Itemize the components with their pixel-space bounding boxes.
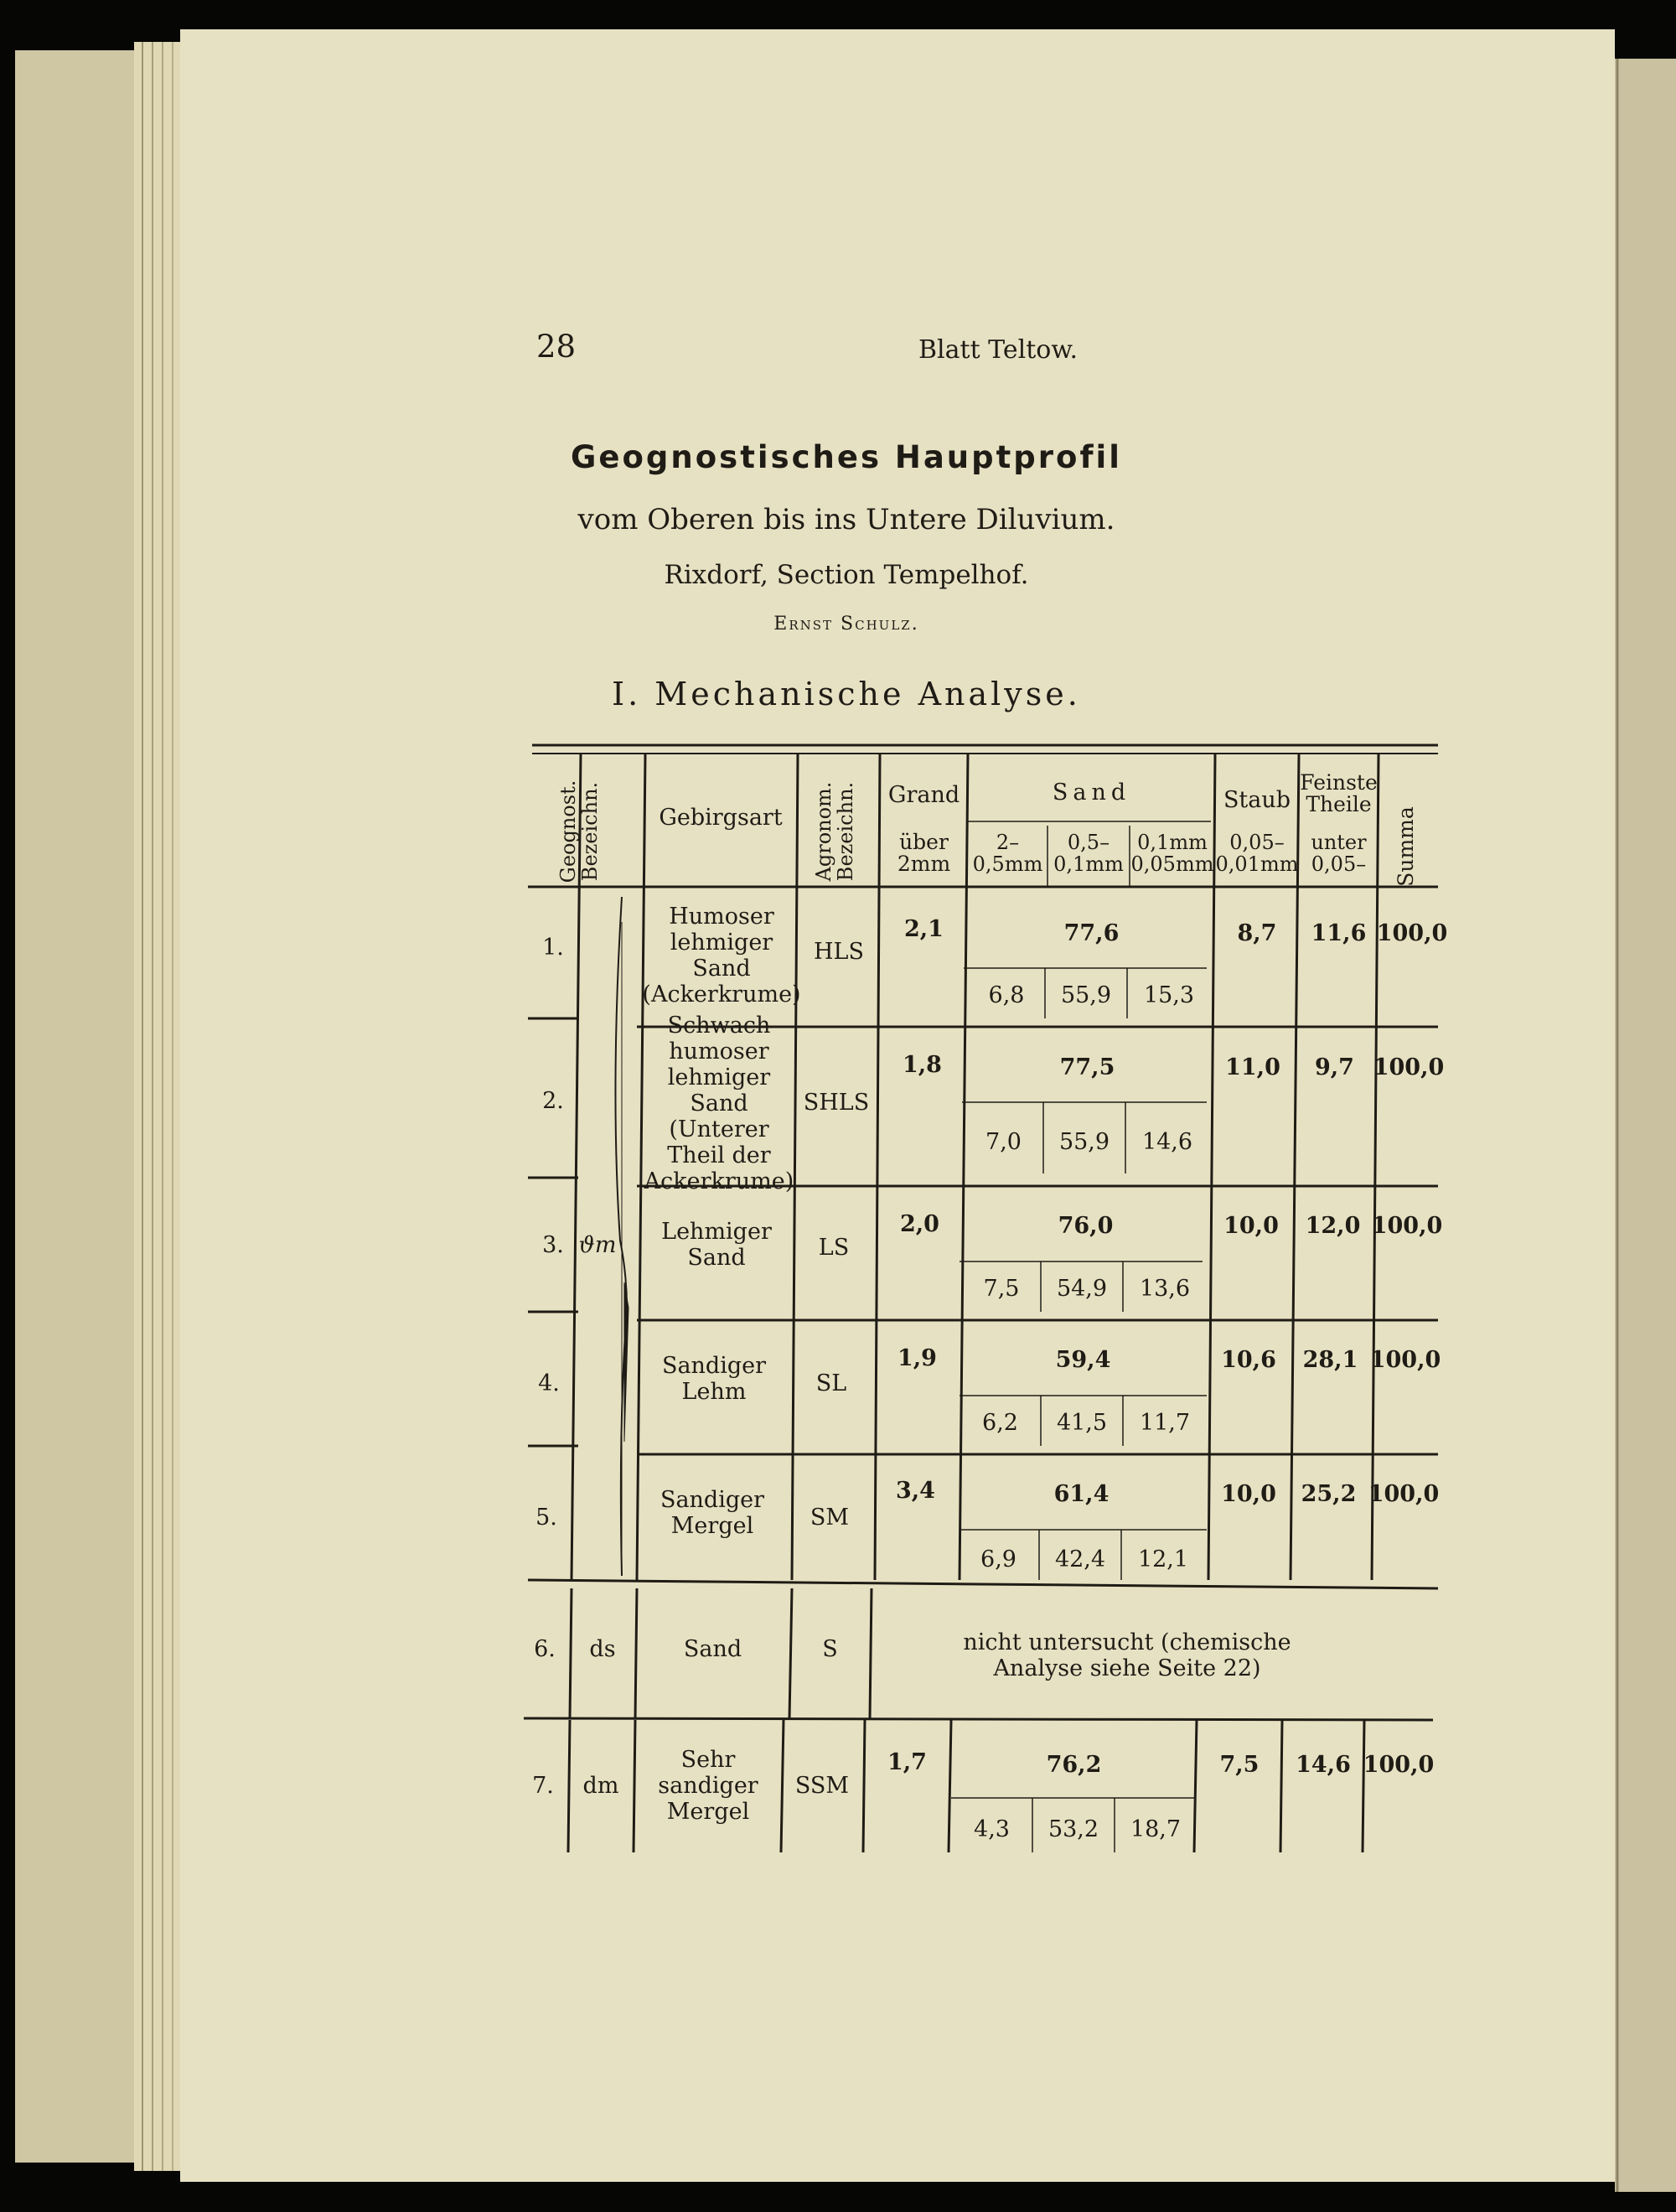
running-head: Blatt Teltow.	[918, 335, 1078, 365]
row-summa: 100,0	[1369, 1346, 1441, 1373]
document-subtitle: vom Oberen bis ins Untere Diluvium.	[577, 503, 1115, 536]
row-gebirgsart: Sehr sandiger Mergel	[658, 1746, 758, 1825]
row-number: 6.	[534, 1635, 556, 1662]
row-number: 4.	[538, 1370, 560, 1396]
row-agronom: SL	[815, 1370, 847, 1396]
row-feinste: 25,2	[1301, 1480, 1357, 1507]
row-note: nicht untersucht (chemische Analyse siehe Seite 22)	[963, 1629, 1291, 1681]
row-feinste: 11,6	[1311, 920, 1367, 946]
header-feinste-range: unter 0,05–	[1311, 831, 1367, 876]
header-sand-b: 0,5– 0,1mm	[1053, 831, 1124, 876]
document-author: Ernst Schulz.	[773, 614, 919, 635]
row-sand-total: 59,4	[1055, 1346, 1111, 1373]
row-sand-total: 61,4	[1053, 1480, 1110, 1507]
header-gebirgsart: Gebirgsart	[659, 804, 783, 831]
row-staub: 10,0	[1221, 1480, 1276, 1507]
header-grand: Grand	[887, 781, 960, 808]
row-grand: 1,9	[897, 1344, 937, 1371]
document-location: Rixdorf, Section Tempelhof.	[664, 560, 1029, 590]
row-staub: 8,7	[1237, 920, 1277, 946]
header-staub: Staub	[1223, 786, 1291, 813]
row-grand: 2,1	[904, 915, 944, 942]
row-sand-a: 6,2	[982, 1410, 1018, 1436]
row-sand-a: 6,8	[988, 982, 1025, 1008]
row-number: 1.	[542, 934, 564, 961]
header-staub-range: 0,05– 0,01mm	[1215, 831, 1299, 876]
row-feinste: 12,0	[1305, 1212, 1361, 1239]
row-agronom: S	[822, 1635, 838, 1662]
row-agronom: LS	[818, 1234, 850, 1261]
row-sand-b: 42,4	[1054, 1546, 1106, 1572]
row-sand-a: 7,5	[983, 1276, 1020, 1302]
row-gebirgsart: Sand	[683, 1635, 742, 1662]
row-number: 2.	[542, 1087, 564, 1114]
row-sand-b: 53,2	[1048, 1816, 1099, 1842]
row-summa: 100,0	[1373, 1054, 1445, 1080]
row-sand-total: 76,0	[1058, 1212, 1114, 1239]
row-geognost: ds	[589, 1635, 616, 1662]
row-summa: 100,0	[1363, 1751, 1435, 1778]
row-sand-c: 15,3	[1143, 982, 1195, 1008]
row-sand-c: 14,6	[1141, 1129, 1193, 1155]
row-agronom: SSM	[794, 1772, 850, 1799]
row-sand-b: 41,5	[1056, 1410, 1108, 1436]
header-grand-range: über 2mm	[897, 830, 951, 876]
document-title: Geognostisches Hauptprofil	[571, 439, 1122, 475]
row-number: 3.	[542, 1231, 564, 1258]
header-geognost: Geognost. Bezeichn.	[556, 780, 602, 883]
row-feinste: 14,6	[1296, 1751, 1351, 1778]
row-staub: 10,0	[1223, 1212, 1279, 1239]
row-staub: 10,6	[1221, 1346, 1276, 1373]
header-sand-a: 2– 0,5mm	[972, 831, 1043, 876]
row-staub: 11,0	[1225, 1054, 1280, 1080]
row-grand: 1,7	[887, 1748, 927, 1775]
row-grand: 1,8	[903, 1051, 942, 1078]
row-sand-b: 55,9	[1060, 982, 1112, 1008]
row-sand-c: 13,6	[1139, 1276, 1191, 1302]
row-sand-c: 11,7	[1139, 1410, 1191, 1436]
row-gebirgsart: Humoser lehmiger Sand (Ackerkrume)	[642, 904, 801, 1008]
header-feinste: Feinste Theile	[1300, 770, 1378, 816]
row-summa: 100,0	[1368, 1480, 1440, 1507]
row-number: 7.	[532, 1772, 554, 1799]
header-agronom: Agronom. Bezeichn.	[812, 781, 857, 882]
row-agronom: SM	[810, 1504, 850, 1531]
row-sand-c: 12,1	[1137, 1546, 1189, 1572]
row-feinste: 9,7	[1315, 1054, 1354, 1080]
row-agronom: HLS	[814, 938, 864, 965]
row-geognost: dm	[582, 1772, 619, 1799]
row-sand-a: 6,9	[980, 1546, 1016, 1572]
row-sand-c: 18,7	[1130, 1816, 1182, 1842]
row-sand-a: 7,0	[985, 1129, 1022, 1155]
row-agronom: SHLS	[803, 1089, 870, 1116]
row-grand: 2,0	[900, 1210, 939, 1237]
row-feinste: 28,1	[1302, 1346, 1358, 1373]
section-heading: I. Mechanische Analyse.	[612, 676, 1081, 712]
row-gebirgsart: Schwach humoser lehmiger Sand (Unterer Theil der Ackerkrume)	[644, 1012, 794, 1194]
group-symbol-upper: ϑm	[578, 1231, 617, 1258]
row-sand-total: 77,5	[1059, 1054, 1115, 1080]
page-number: 28	[536, 329, 577, 365]
header-sand-c: 0,1mm 0,05mm	[1130, 831, 1214, 876]
row-sand-b: 55,9	[1058, 1129, 1110, 1155]
row-grand: 3,4	[896, 1477, 935, 1504]
row-sand-total: 77,6	[1063, 920, 1120, 946]
row-sand-b: 54,9	[1056, 1276, 1108, 1302]
row-gebirgsart: Sandiger Mergel	[660, 1487, 765, 1539]
row-staub: 7,5	[1219, 1751, 1260, 1778]
row-number: 5.	[535, 1504, 557, 1531]
header-summa: Summa	[1394, 806, 1418, 887]
row-summa: 100,0	[1376, 920, 1448, 946]
row-gebirgsart: Lehmiger Sand	[661, 1219, 772, 1271]
row-sand-a: 4,3	[974, 1816, 1010, 1842]
row-gebirgsart: Sandiger Lehm	[661, 1353, 767, 1405]
row-summa: 100,0	[1371, 1212, 1443, 1239]
header-sand: Sand	[1052, 779, 1131, 806]
row-sand-total: 76,2	[1046, 1751, 1102, 1778]
